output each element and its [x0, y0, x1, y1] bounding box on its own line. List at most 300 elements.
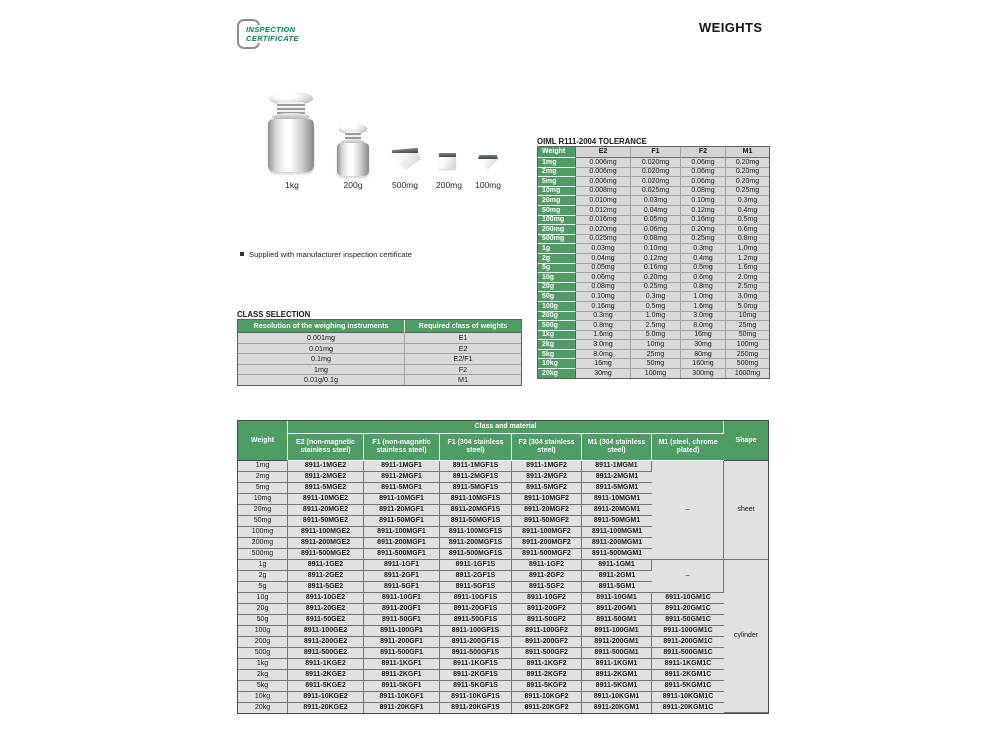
tolerance-header-e2: E2 [576, 147, 631, 158]
tolerance-value: 0.4mg [681, 254, 726, 264]
catalog-part-number: 8911-50MGF1S [440, 516, 512, 527]
catalog-part-number: 8911-2KGF1 [364, 670, 440, 681]
class-selection-table [237, 319, 522, 386]
catalog-row [238, 626, 768, 637]
catalog-part-number: 8911-500GM1C [652, 648, 724, 659]
tolerance-value: 0.16mg [576, 302, 631, 312]
tolerance-value: 5.0mg [631, 331, 681, 341]
catalog-part-number: 8911-1KGF2 [512, 659, 582, 670]
catalog-part-number: 8911-20MGM1 [582, 505, 652, 516]
catalog-row [238, 659, 768, 670]
tolerance-value: 16mg [576, 359, 631, 369]
catalog-part-number: 8911-100MGM1 [582, 527, 652, 538]
catalog-part-number: 8911-10GF2 [512, 593, 582, 604]
required-class-value: M1 [405, 375, 521, 385]
resolution-value: 0.01mg [238, 344, 405, 355]
logo-line1: INSPECTION [246, 25, 296, 34]
tolerance-value: 1.6mg [726, 264, 769, 274]
catalog-part-number: 8911-20MGE2 [288, 505, 364, 516]
catalog-part-number: 8911-20GF1S [440, 604, 512, 615]
tolerance-value: 0.06mg [631, 225, 681, 235]
catalog-part-number: 8911-5MGF1S [440, 483, 512, 494]
tolerance-value: 1.2mg [726, 254, 769, 264]
catalog-part-number: 8911-1GF1 [364, 560, 440, 571]
resolution-header: Resolution of the weighing instruments [238, 320, 405, 333]
tolerance-weight-label: 50g [538, 292, 576, 302]
tolerance-value: 0.25mg [681, 235, 726, 245]
page-title: WEIGHTS [699, 20, 763, 35]
catalog-part-number: 8911-200MGF2 [512, 538, 582, 549]
catalog-part-number: 8911-20MGF1S [440, 505, 512, 516]
weight-photo-1kg [268, 92, 314, 178]
catalog-part-number: 8911-5MGE2 [288, 483, 364, 494]
tolerance-value: 250mg [726, 350, 769, 360]
tolerance-header-m1: M1 [726, 147, 769, 158]
tolerance-value: 0.6mg [726, 225, 769, 235]
catalog-part-number: 8911-1MGM1 [582, 461, 652, 472]
tolerance-value: 0.08mg [631, 235, 681, 245]
tolerance-value: 5.0mg [726, 302, 769, 312]
catalog-part-number: 8911-200GF1 [364, 637, 440, 648]
catalog-part-number: 8911-100GF1S [440, 626, 512, 637]
catalog-row [238, 461, 768, 472]
tolerance-value: 0.25mg [726, 187, 769, 197]
tolerance-value: 0.5mg [681, 264, 726, 274]
catalog-part-number: 8911-2MGF1S [440, 472, 512, 483]
catalog-part-number: 8911-10MGF1S [440, 494, 512, 505]
catalog-part-number: 8911-2KGF1S [440, 670, 512, 681]
catalog-row [238, 648, 768, 659]
tolerance-value: 0.03mg [631, 196, 681, 206]
catalog-part-number: 8911-50GE2 [288, 615, 364, 626]
catalog-part-number: 8911-200MGE2 [288, 538, 364, 549]
catalog-part-number: 8911-2GF1 [364, 571, 440, 582]
catalog-shape-header: Shape [724, 421, 768, 461]
catalog-part-number: 8911-5MGF1 [364, 483, 440, 494]
tolerance-header-f2: F2 [681, 147, 726, 158]
catalog-part-number: 8911-5GF2 [512, 582, 582, 593]
tolerance-value: 0.04mg [631, 206, 681, 216]
catalog-weight: 500g [238, 648, 288, 659]
catalog-part-number: 8911-5GM1 [582, 582, 652, 593]
catalog-part-number: 8911-200MGF1 [364, 538, 440, 549]
catalog-part-number: 8911-500GF2 [512, 648, 582, 659]
catalog-part-number: 8911-10MGM1 [582, 494, 652, 505]
catalog-part-number: 8911-20KGM1 [582, 703, 652, 713]
catalog-part-number: 8911-500GF1S [440, 648, 512, 659]
catalog-weight: 500mg [238, 549, 288, 560]
logo-text [244, 25, 301, 43]
catalog-part-number: 8911-50MGM1 [582, 516, 652, 527]
required-class-value: E2/F1 [405, 354, 521, 365]
tolerance-row [538, 235, 769, 245]
tolerance-row [538, 350, 769, 360]
tolerance-table [537, 146, 770, 379]
tolerance-value: 0.5mg [726, 216, 769, 226]
tolerance-value: 0.20mg [681, 225, 726, 235]
catalog-part-number: 8911-500GE2 [288, 648, 364, 659]
tolerance-weight-label: 5mg [538, 177, 576, 187]
tolerance-weight-label: 20g [538, 283, 576, 293]
catalog-part-number: 8911-100GF1 [364, 626, 440, 637]
catalog-part-number: 8911-10MGF2 [512, 494, 582, 505]
catalog-part-number: 8911-10GM1 [582, 593, 652, 604]
tolerance-weight-label: 20mg [538, 196, 576, 206]
catalog-part-number: 8911-5KGE2 [288, 681, 364, 692]
resolution-value: 0.1mg [238, 354, 405, 365]
tolerance-value: 0.8mg [726, 235, 769, 245]
col-header-f1: F1 (non-magnetic stainless steel) [364, 434, 440, 461]
tolerance-row [538, 273, 769, 283]
catalog-part-number: 8911-10GM1C [652, 593, 724, 604]
tolerance-value: 0.10mg [681, 196, 726, 206]
catalog-weight: 2mg [238, 472, 288, 483]
required-class-header: Required class of weights [405, 320, 521, 333]
catalog-weight-header: Weight [238, 421, 288, 461]
catalog-weight: 200mg [238, 538, 288, 549]
tolerance-value: 0.025mg [576, 235, 631, 245]
catalog-part-number: 8911-200GM1C [652, 637, 724, 648]
tolerance-value: 0.08mg [681, 187, 726, 197]
catalog-weight: 100mg [238, 527, 288, 538]
tolerance-weight-label: 100mg [538, 216, 576, 226]
catalog-part-number: 8911-500GM1 [582, 648, 652, 659]
weight-label: 200mg [436, 180, 462, 190]
catalog-part-number: 8911-20KGF1 [364, 703, 440, 713]
catalog-part-number: 8911-2KGM1C [652, 670, 724, 681]
tolerance-weight-label: 2mg [538, 168, 576, 178]
catalog-part-number: 8911-2MGF2 [512, 472, 582, 483]
catalog-part-number: 8911-20GM1C [652, 604, 724, 615]
tolerance-value: 100mg [726, 340, 769, 350]
inspection-certificate-logo [237, 19, 329, 52]
tolerance-row [538, 196, 769, 206]
tolerance-weight-label: 1mg [538, 158, 576, 168]
catalog-part-number: 8911-10MGF1 [364, 494, 440, 505]
weight-photo-200g [337, 124, 369, 178]
tolerance-value: 0.03mg [576, 244, 631, 254]
catalog-part-number: 8911-5KGM1 [582, 681, 652, 692]
col-header-f2-304: F2 (304 stainless steel) [512, 434, 582, 461]
catalog-part-number: 8911-200GF1S [440, 637, 512, 648]
required-class-value: E1 [405, 333, 521, 344]
catalog-part-number: 8911-20GE2 [288, 604, 364, 615]
tolerance-value: 10mg [631, 340, 681, 350]
logo-line2: CERTIFICATE [246, 34, 299, 44]
tolerance-value: 0.06mg [576, 273, 631, 283]
tolerance-value: 0.020mg [631, 158, 681, 168]
tolerance-row [538, 264, 769, 274]
catalog-part-number: 8911-200GE2 [288, 637, 364, 648]
catalog-part-number: 8911-10GF1S [440, 593, 512, 604]
tolerance-value: 2.5mg [726, 283, 769, 293]
tolerance-weight-label: 5g [538, 264, 576, 274]
catalog-part-number: 8911-200GM1 [582, 637, 652, 648]
tolerance-value: 2.0mg [726, 273, 769, 283]
catalog-part-number: 8911-1KGF1 [364, 659, 440, 670]
catalog-weight: 10kg [238, 692, 288, 703]
tolerance-value: 0.020mg [576, 225, 631, 235]
tolerance-value: 0.20mg [726, 158, 769, 168]
catalog-part-number: 8911-50MGF1 [364, 516, 440, 527]
tolerance-value: 0.006mg [576, 158, 631, 168]
weight-photo-500mg [389, 149, 421, 170]
catalog-weight: 5mg [238, 483, 288, 494]
shape-cell: sheet [724, 461, 768, 560]
tolerance-row [538, 158, 769, 168]
class-selection-row [238, 344, 521, 355]
weight-label: 200g [343, 180, 363, 190]
tolerance-value: 8.0mg [681, 321, 726, 331]
required-class-value: E2 [405, 344, 521, 355]
tolerance-value: 0.3mg [631, 292, 681, 302]
tolerance-value: 300mg [681, 369, 726, 378]
tolerance-value: 1.0mg [631, 312, 681, 322]
tolerance-row [538, 302, 769, 312]
catalog-part-number: 8911-100MGF2 [512, 527, 582, 538]
resolution-value: 0.01g/0.1g [238, 375, 405, 385]
class-selection-row [238, 365, 521, 376]
catalog-row [238, 692, 768, 703]
tolerance-value: 0.05mg [576, 264, 631, 274]
tolerance-row [538, 244, 769, 254]
catalog-part-number: 8911-50GF2 [512, 615, 582, 626]
tolerance-value: 0.25mg [631, 283, 681, 293]
catalog-weight: 100g [238, 626, 288, 637]
catalog-part-number: 8911-200MGM1 [582, 538, 652, 549]
tolerance-value: 0.10mg [576, 292, 631, 302]
tolerance-row [538, 206, 769, 216]
bullet-icon [240, 252, 244, 256]
tolerance-value: 0.006mg [576, 177, 631, 187]
tolerance-row [538, 216, 769, 226]
catalog-part-number: 8911-10KGF1S [440, 692, 512, 703]
tolerance-value: 0.3mg [576, 312, 631, 322]
catalog-row [238, 681, 768, 692]
tolerance-value: 30mg [576, 369, 631, 378]
catalog-part-number: 8911-5GF1 [364, 582, 440, 593]
catalog-part-number: 8911-5KGF1S [440, 681, 512, 692]
tolerance-value: 0.8mg [681, 283, 726, 293]
tolerance-value: 0.06mg [681, 158, 726, 168]
catalog-weight: 50mg [238, 516, 288, 527]
catalog-row [238, 593, 768, 604]
catalog-part-number: 8911-500MGF2 [512, 549, 582, 560]
tolerance-weight-label: 10g [538, 273, 576, 283]
catalog-part-number: 8911-100MGE2 [288, 527, 364, 538]
tolerance-value: 0.12mg [681, 206, 726, 216]
dash-cell: – [652, 461, 724, 560]
resolution-value: 1mg [238, 365, 405, 376]
tolerance-value: 0.6mg [681, 273, 726, 283]
tolerance-weight-label: 1kg [538, 331, 576, 341]
weights-illustration [250, 88, 520, 198]
catalog-weight: 10g [238, 593, 288, 604]
catalog-part-number: 8911-500GF1 [364, 648, 440, 659]
tolerance-value: 1.6mg [681, 302, 726, 312]
col-header-e2: E2 (non-magnetic stainless steel) [288, 434, 364, 461]
catalog-part-number: 8911-50GF1 [364, 615, 440, 626]
tolerance-value: 0.020mg [631, 168, 681, 178]
catalog-part-number: 8911-1MGE2 [288, 461, 364, 472]
tolerance-value: 25mg [726, 321, 769, 331]
catalog-part-number: 8911-1KGE2 [288, 659, 364, 670]
catalog-part-number: 8911-20GM1 [582, 604, 652, 615]
catalog-part-number: 8911-20KGF1S [440, 703, 512, 713]
shape-cell: cylinder [724, 560, 768, 713]
catalog-weight: 10mg [238, 494, 288, 505]
tolerance-value: 0.06mg [681, 177, 726, 187]
catalog-weight: 200g [238, 637, 288, 648]
catalog-part-number: 8911-5KGF1 [364, 681, 440, 692]
catalog-part-number: 8911-50GM1 [582, 615, 652, 626]
dash-cell: – [652, 560, 724, 593]
catalog-part-number: 8911-500MGE2 [288, 549, 364, 560]
class-and-material-header: Class and material [288, 421, 724, 434]
catalog-part-number: 8911-20MGF2 [512, 505, 582, 516]
catalog-group-header-row [238, 421, 768, 434]
tolerance-header-weight: Weight [538, 147, 576, 158]
tolerance-row [538, 168, 769, 178]
weight-photo-100mg [478, 155, 498, 170]
catalog-part-number: 8911-1GF1S [440, 560, 512, 571]
tolerance-value: 25mg [631, 350, 681, 360]
catalog-part-number: 8911-10MGE2 [288, 494, 364, 505]
catalog-row [238, 615, 768, 626]
tolerance-weight-label: 5kg [538, 350, 576, 360]
catalog-part-number: 8911-1MGF2 [512, 461, 582, 472]
catalog-part-number: 8911-5GE2 [288, 582, 364, 593]
tolerance-weight-label: 10mg [538, 187, 576, 197]
catalog-part-number: 8911-20GF2 [512, 604, 582, 615]
catalog-part-number: 8911-500MGF1 [364, 549, 440, 560]
tolerance-value: 0.4mg [726, 206, 769, 216]
weight-photo-200mg [439, 153, 456, 169]
tolerance-value: 3.0mg [681, 312, 726, 322]
catalog-part-number: 8911-200GF2 [512, 637, 582, 648]
tolerance-value: 3.0mg [726, 292, 769, 302]
resolution-value: 0.001mg [238, 333, 405, 344]
catalog-part-number: 8911-20KGE2 [288, 703, 364, 713]
tolerance-weight-label: 20kg [538, 369, 576, 378]
tolerance-weight-label: 2g [538, 254, 576, 264]
tolerance-row [538, 321, 769, 331]
catalog-row [238, 637, 768, 648]
col-header-m1-304: M1 (304 stainless steel) [582, 434, 652, 461]
weight-label: 100mg [475, 180, 501, 190]
tolerance-value: 0.016mg [576, 216, 631, 226]
catalog-part-number: 8911-1GM1 [582, 560, 652, 571]
tolerance-weight-label: 50mg [538, 206, 576, 216]
tolerance-value: 0.025mg [631, 187, 681, 197]
tolerance-value: 10mg [726, 312, 769, 322]
catalog-part-number: 8911-200MGF1S [440, 538, 512, 549]
catalog-part-number: 8911-5KGF2 [512, 681, 582, 692]
catalog-weight: 20kg [238, 703, 288, 713]
catalog-part-number: 8911-1KGM1 [582, 659, 652, 670]
catalog-part-number: 8911-1KGF1S [440, 659, 512, 670]
catalog-part-number: 8911-100MGF1 [364, 527, 440, 538]
required-class-value: F2 [405, 365, 521, 376]
catalog-part-number: 8911-100GM1 [582, 626, 652, 637]
catalog-part-number: 8911-500MGM1 [582, 549, 652, 560]
catalog-part-number: 8911-2GF2 [512, 571, 582, 582]
catalog-part-number: 8911-2MGE2 [288, 472, 364, 483]
catalog-part-number: 8911-20MGF1 [364, 505, 440, 516]
catalog-part-number: 8911-10KGE2 [288, 692, 364, 703]
catalog-part-number: 8911-100GE2 [288, 626, 364, 637]
catalog-part-number: 8911-1MGF1 [364, 461, 440, 472]
tolerance-value: 0.008mg [576, 187, 631, 197]
catalog-part-number: 8911-10KGM1 [582, 692, 652, 703]
tolerance-value: 0.12mg [631, 254, 681, 264]
catalog-part-number: 8911-2GE2 [288, 571, 364, 582]
tolerance-value: 0.010mg [576, 196, 631, 206]
tolerance-value: 100mg [631, 369, 681, 378]
catalog-part-number: 8911-100GM1C [652, 626, 724, 637]
weight-label: 1kg [285, 180, 299, 190]
weight-label: 500mg [392, 180, 418, 190]
tolerance-row [538, 177, 769, 187]
tolerance-row [538, 292, 769, 302]
catalog-row [238, 703, 768, 713]
tolerance-weight-label: 100g [538, 302, 576, 312]
catalog-part-number: 8911-5KGM1C [652, 681, 724, 692]
catalog-part-number: 8911-50MGE2 [288, 516, 364, 527]
catalog-weight: 50g [238, 615, 288, 626]
tolerance-value: 0.10mg [631, 244, 681, 254]
tolerance-value: 3.0mg [576, 340, 631, 350]
tolerance-table-title: OIML R111-2004 TOLERANCE [537, 137, 647, 146]
cylinder-body [337, 143, 369, 176]
tolerance-row [538, 359, 769, 369]
catalog-part-number: 8911-2MGF1 [364, 472, 440, 483]
catalog-weight: 20g [238, 604, 288, 615]
catalog-row [238, 560, 768, 571]
sheet-body [439, 157, 456, 169]
catalog-weight: 5g [238, 582, 288, 593]
catalog-part-number: 8911-1GE2 [288, 560, 364, 571]
catalog-subheader-row [238, 434, 768, 461]
catalog-part-number: 8911-2KGM1 [582, 670, 652, 681]
tolerance-value: 0.006mg [576, 168, 631, 178]
catalog-part-number: 8911-2MGM1 [582, 472, 652, 483]
tolerance-row [538, 312, 769, 322]
sheet-tab [478, 155, 498, 159]
catalog-weight: 5kg [238, 681, 288, 692]
tolerance-weight-label: 200g [538, 312, 576, 322]
tolerance-value: 0.16mg [681, 216, 726, 226]
tolerance-weight-label: 500mg [538, 235, 576, 245]
sheet-body [389, 153, 421, 170]
catalog-part-number: 8911-20GF1 [364, 604, 440, 615]
catalog-weight: 20mg [238, 505, 288, 516]
catalog-part-number: 8911-10KGM1C [652, 692, 724, 703]
tolerance-row [538, 187, 769, 197]
catalog-weight: 1g [238, 560, 288, 571]
catalog-part-number: 8911-10GF1 [364, 593, 440, 604]
catalog-part-number: 8911-20KGM1C [652, 703, 724, 713]
catalog-part-number: 8911-5MGF2 [512, 483, 582, 494]
tolerance-value: 0.05mg [631, 216, 681, 226]
tolerance-row [538, 254, 769, 264]
sheet-body [478, 159, 498, 170]
tolerance-row [538, 369, 769, 378]
col-header-m1-chrome: M1 (steel, chrome plated) [652, 434, 724, 461]
tolerance-value: 0.20mg [631, 273, 681, 283]
tolerance-value: 0.8mg [576, 321, 631, 331]
tolerance-value: 30mg [681, 340, 726, 350]
